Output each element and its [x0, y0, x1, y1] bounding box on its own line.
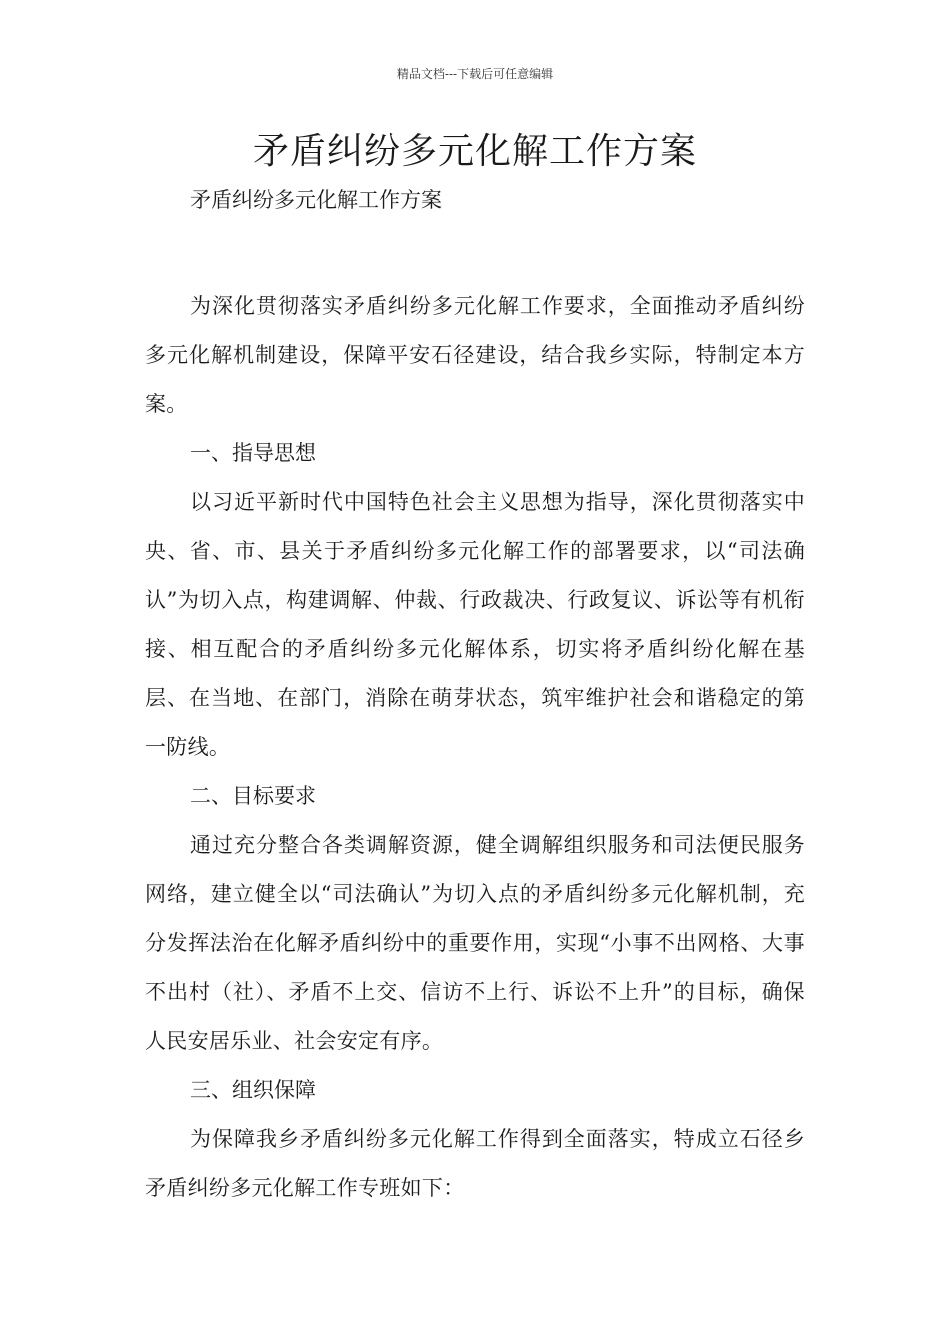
- section-heading-guiding-ideology: 一、指导思想: [190, 441, 316, 465]
- guiding-ideology-paragraph: 以习近平新时代中国特色社会主义思想为指导，深化贯彻落实中央、省、市、县关于矛盾纠纷多元化解工作的部署要求，以“司法确认”为切入点，构建调解、仲裁、行政裁决、行政复议、诉讼等有机衔接、相互配合的矛盾纠纷多元化解体系，切实将矛盾纠纷化解在基层、在当地、在部门，消除在萌芽状态，筑牢维护社会和谐稳定的第一防线。: [145, 490, 805, 759]
- document-body: [145, 282, 805, 1213]
- document-subtitle: 矛盾纠纷多元化解工作方案: [190, 188, 442, 212]
- header-note: 精品文档---下载后可任意编辑: [396, 67, 554, 81]
- organization-paragraph: 为保障我乡矛盾纠纷多元化解工作得到全面落实，特成立石径乡矛盾纠纷多元化解工作专班如下：: [145, 1127, 805, 1200]
- document-title: 矛盾纠纷多元化解工作方案: [252, 131, 697, 172]
- intro-paragraph: 为深化贯彻落实矛盾纠纷多元化解工作要求，全面推动矛盾纠纷多元化解机制建设，保障平安石径建设，结合我乡实际，特制定本方案。: [145, 294, 805, 416]
- section-heading-organization: 三、组织保障: [190, 1078, 316, 1102]
- section-heading-goals: 二、目标要求: [190, 784, 316, 808]
- goals-paragraph: 通过充分整合各类调解资源，健全调解组织服务和司法便民服务网络，建立健全以“司法确认”为切入点的矛盾纠纷多元化解机制，充分发挥法治在化解矛盾纠纷中的重要作用，实现“小事不出网格、大事不出村（社）、矛盾不上交、信访不上行、诉讼不上升”的目标，确保人民安居乐业、社会安定有序。: [145, 833, 805, 1053]
